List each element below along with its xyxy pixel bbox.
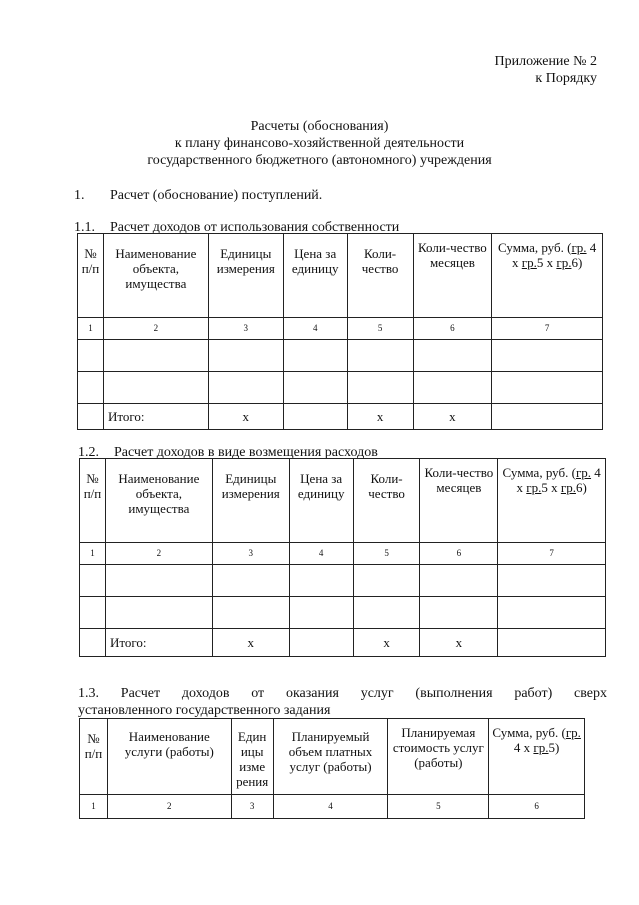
title-line3: государственного бюджетного (автономного) учреждения (147, 153, 492, 168)
header-name: Наименование объекта, имущества (105, 459, 212, 543)
col-number: 3 (231, 795, 273, 819)
title-line2: к плану финансово-хозяйственной деятельности (174, 136, 465, 151)
table-row (80, 565, 606, 597)
col-number: 4 (289, 543, 353, 565)
table-number-row (80, 543, 606, 565)
table-total-row (78, 404, 603, 430)
table-income-services (79, 718, 585, 819)
header-sum: Сумма, руб. (гр. 4 х гр.5 х гр.6) (492, 234, 603, 318)
header-price: Цена за единицу (283, 234, 347, 318)
total-x: х (208, 404, 283, 430)
appendix-line2: к Порядку (535, 71, 597, 86)
section1-num: 1. (74, 188, 85, 203)
section12-num: 1.2. (78, 445, 99, 460)
table-total-row (80, 629, 606, 657)
header-price: Цена за единицу (289, 459, 353, 543)
col-number: 1 (78, 318, 104, 340)
total-x: х (420, 629, 498, 657)
table-header-row (78, 234, 603, 318)
col-number: 3 (208, 318, 283, 340)
header-months: Коли-чество месяцев (420, 459, 498, 543)
col-number: 6 (413, 318, 492, 340)
header-volume: Планируемый объем платных услуг (работы) (273, 719, 388, 795)
col-number: 2 (105, 543, 212, 565)
table-number-row (78, 318, 603, 340)
total-x: х (353, 629, 420, 657)
col-number: 1 (80, 795, 108, 819)
header-qty: Коли-чество (353, 459, 420, 543)
section1-text: Расчет (обоснование) поступлений. (110, 188, 323, 203)
header-service: Наименование услуги (работы) (107, 719, 231, 795)
appendix-label (495, 53, 598, 87)
header-cost: Планируемая стоимость услуг (работы) (388, 719, 489, 795)
section12-text: Расчет доходов в виде возмещения расходов (114, 445, 378, 460)
col-number: 2 (107, 795, 231, 819)
header-num: № п/п (80, 719, 108, 795)
col-number: 5 (353, 543, 420, 565)
total-x: х (212, 629, 289, 657)
table-row (80, 597, 606, 629)
table-income-property (77, 233, 603, 430)
section13-line2: установленного государственного задания (78, 703, 331, 718)
table-row (78, 372, 603, 404)
table-income-reimbursement (79, 458, 606, 657)
total-label: Итого: (103, 404, 208, 430)
header-num: № п/п (80, 459, 106, 543)
col-number: 7 (492, 318, 603, 340)
col-number: 5 (347, 318, 413, 340)
section11-num: 1.1. (74, 220, 95, 235)
section1-heading (74, 187, 322, 204)
section13-heading (78, 685, 607, 719)
header-name: Наименование объекта, имущества (103, 234, 208, 318)
header-unit: Единицы измерения (208, 234, 283, 318)
appendix-line1: Приложение № 2 (494, 54, 597, 69)
col-number: 5 (388, 795, 489, 819)
title-line1: Расчеты (обоснования) (250, 119, 389, 134)
section11-text: Расчет доходов от использования собственности (110, 220, 400, 235)
table-row (78, 340, 603, 372)
section13-line1: 1.3. Расчет доходов от оказания услуг (выполнения работ) сверх (78, 686, 607, 701)
col-number: 7 (498, 543, 606, 565)
col-number: 2 (103, 318, 208, 340)
col-number: 6 (489, 795, 585, 819)
header-unit: Единицы измерения (212, 459, 289, 543)
header-num: № п/п (78, 234, 104, 318)
col-number: 4 (273, 795, 388, 819)
header-unit: Един ицы изме рения (231, 719, 273, 795)
table-header-row (80, 459, 606, 543)
header-sum: Сумма, руб. (гр. 4 х гр.5 х гр.6) (498, 459, 606, 543)
header-qty: Коли-чество (347, 234, 413, 318)
col-number: 1 (80, 543, 106, 565)
document-title (0, 118, 639, 169)
table-number-row (80, 795, 585, 819)
col-number: 3 (212, 543, 289, 565)
col-number: 4 (283, 318, 347, 340)
total-x: х (347, 404, 413, 430)
total-label: Итого: (105, 629, 212, 657)
header-sum: Сумма, руб. (гр. 4 х гр.5) (489, 719, 585, 795)
col-number: 6 (420, 543, 498, 565)
total-x: х (413, 404, 492, 430)
header-months: Коли-чество месяцев (413, 234, 492, 318)
table-header-row (80, 719, 585, 795)
